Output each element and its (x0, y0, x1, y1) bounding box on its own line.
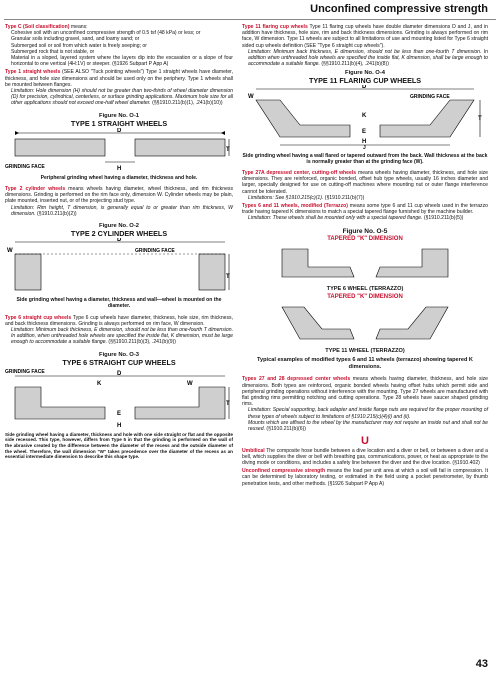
types-27-28-limitation-2: Mounts which are affixed to the wheel by the manufacturer may not require an inside nut and shall not be reused. (§1910.211(b)(6)) (248, 419, 488, 433)
figure-number: Figure No. O-3 (99, 351, 139, 358)
type-1-body: (SEE ALSO "Tuck pointing wheels") Type 1 straight wheels have diameter, thickness, and hole size dimensions and should be used only on the periphery. Type 1 wheels shall be mounted between flanges. (5, 69, 233, 88)
header-rule (4, 19, 496, 20)
type-6-terrazzo-diagram (242, 243, 488, 283)
term-type-2: Type 2 cylinder wheels (5, 186, 66, 193)
svg-text:J: J (363, 145, 366, 150)
type-11-terrazzo-diagram (242, 301, 488, 345)
section-letter: U (361, 435, 369, 448)
label-d: D (117, 127, 122, 134)
type-c-item: Granular soils including gravel, sand, and loamy sand; or (11, 36, 140, 43)
term-umbilical: Umbilical (242, 447, 265, 454)
term-ucs: Unconfined compressive strength (242, 468, 326, 475)
svg-text:H: H (117, 422, 122, 429)
svg-text:T: T (226, 146, 230, 153)
type-27a-limitation: Limitations: See §1910.215(c)(1). (§1910.211(b)(7)) (248, 194, 365, 201)
figure-number: Figure No. O-2 (99, 223, 139, 230)
entry-types-27-28: Types 27 and 28 depressed center wheels means wheels having diameter, thickness, and hole size dimensions. Both types are reinforced, organic bonded wheels having offset hubs which permit side and peripheral grinding operations without interference with the mounting. Type 27 wheels are manufactured with flat grinding rims permitting notching and cutting operations. Type 28 wheels have saucer shaped grinding rims. Limitation: Special supporting, back adapter and inside flange nuts are required for the proper mounting of these types of wheels subject to limitations of §1910.215(c)(4)(i) and (ii). Mounts which are affixed to the wheel by the manufacturer may not require an inside nut and shall not be reused. (§1910.211(b)(6)) (242, 376, 489, 433)
term-type-1: Type 1 straight wheels (5, 69, 61, 76)
svg-text:E: E (117, 410, 122, 417)
figure-subtitle-2: TYPE 11 WHEEL (TERRAZZO) (325, 348, 405, 355)
svg-text:H: H (362, 139, 367, 146)
figure-number: Figure No. O-4 (345, 70, 385, 77)
figure-caption: Side grinding wheel having a diameter, thickness and wall—wheel is mounted on the diameter. (16, 297, 222, 310)
wheel-section-left (15, 139, 105, 156)
term-terrazzo: Types 6 and 11 wheels, modified (Terrazzo) (242, 203, 348, 210)
right-column (242, 24, 488, 489)
svg-text:W: W (7, 248, 13, 255)
svg-text:T: T (226, 274, 230, 281)
entry-types-6-11-terrazzo: Types 6 and 11 wheels, modified (Terrazzo) means some type 6 and 11 cup wheels used in the terrazzo trade having tapered K dimensions to match a special tapered flange furnished by the machine builder. Limitation: These wheels shall be mounted only with a special tapered flange. (§1910.211(b)(5)) (242, 203, 488, 222)
entry-type-6: Type 6 straight cup wheels Type 6 cup wheels have diameter, thickness, hole size, rim thickness, and back thickness dimensions. Grinding is always performed on rim face, W dimension. Limitation: Minimum back thickness, E dimension, should not be less than one-fourth T dimension. In addition, when unthreaded hole wheels are specified the inside flat, K dimension, must be large enough to accommodate a suitable flange. (§§1910.211(b)(3), .241(b)(9)) (5, 314, 234, 346)
figure-caption: Side grinding wheel having a wall flared or tapered outward from the back. Wall thickness at the back is normally greater than at the grinding face (W). (242, 152, 488, 165)
terrazzo-limitation: Limitation: These wheels shall be mounted only with a special tapered flange. (§1910.211(b)(5)) (248, 215, 464, 222)
svg-text:D: D (117, 238, 122, 244)
svg-text:E: E (362, 129, 367, 136)
type-1-limitation: Limitation: Hole dimension (H) should not be greater than two-thirds of wheel diameter dimension (D) for precision, cylindrical, centerless, or surface grinding applications. Maximum hole size for all other applications should not exceed one-half wheel diameter. (§§1910.211(b)(1), .241(b)(10)) (11, 88, 233, 107)
svg-text:W: W (187, 380, 193, 387)
wheel-section-right (135, 139, 225, 156)
figure-title: TAPERED "K" DIMENSION (327, 235, 403, 242)
types-27-28-limitation: Limitation: Special supporting, back adapter and inside flange nuts are required for the proper mounting of these types of wheels subject to limitations of §1910.215(c)(4)(i) and (ii). (248, 407, 488, 420)
page-number: 43 (475, 658, 488, 670)
figure-title-2: TAPERED "K" DIMENSION (327, 294, 403, 301)
type-c-item: Submerged soil or soil from which water is freely seeping; or (11, 42, 147, 49)
type-2-wheel-diagram (5, 238, 233, 294)
term-types-27-28: Types 27 and 28 depressed center wheels (242, 376, 351, 383)
type-c-item: Submerged rock that is not stable, or (11, 48, 95, 55)
svg-text:K: K (362, 113, 367, 120)
svg-text:GRINDING FACE: GRINDING FACE (5, 163, 45, 170)
svg-text:D: D (362, 85, 367, 91)
type-1-wheel-diagram (5, 128, 233, 172)
figure-o-3 (5, 352, 233, 460)
left-column (5, 24, 233, 465)
entry-type-1 (5, 69, 233, 106)
type-11-wheel-diagram (242, 85, 488, 149)
svg-text:GRINDING FACE: GRINDING FACE (5, 368, 45, 375)
entry-umbilical: Umbilical The composite hose bundle between a dive location and a diver or bell, or between a diver and a bell, which supplies the diver or bell with breathing gas, communications, power, or heat as appropriate to the diving mode or conditions, and includes a safety line between the diver and the dive location. (§1910.402) (242, 447, 488, 466)
type-c-intro: means: (69, 24, 88, 30)
type-2-limitation: Limitation: Rim height, T dimension, is generally equal to or greater than rim thickness, W dimension. (§1910.211(b)(2)) (11, 204, 233, 217)
type-11-limitation: Limitation: Minimum back thickness, E dimension, should not be less than one-fourth T dimension. In addition when unthreaded hole wheels are specified the inside flat, K dimension, shall be large enough to accommodate a suitable flange. (§§1910.211(b)(4), .241(b)(8)) (248, 48, 488, 68)
svg-text:T: T (226, 400, 230, 407)
type-6-limitation: Limitation: Minimum back thickness, E dimension, should not be less than one-fourth T dimension. In addition, when unthreaded hole wheels are specified the inside flat, K dimension, must be large enough to accommodate a suitable flange. (§§1910.211(b)(3), .241(b)(9)) (11, 327, 233, 346)
figure-title: TYPE 6 STRAIGHT CUP WHEELS (62, 357, 176, 367)
figure-title: TYPE 1 STRAIGHT WHEELS (70, 118, 168, 128)
type-c-item: Cohesive soil with an unconfined compressive strength of 0.5 tsf (48 kPa) or less; or (11, 30, 201, 37)
svg-text:W: W (248, 94, 254, 101)
figure-o-5 (242, 228, 488, 372)
svg-text:GRINDING FACE: GRINDING FACE (135, 248, 175, 255)
svg-text:K: K (97, 380, 102, 387)
figure-subtitle: TYPE 6 WHEEL (TERRAZZO) (326, 285, 404, 292)
figure-o-1 (5, 113, 233, 181)
figure-caption: Side grinding wheel having a diameter, thickness and hole with one side straight or flat and the opposite side recessed. This type, however, differs from Type 5 in that the grinding is performed on the wall of the abrasive created by the difference between the diameter of the recess and the outside diameter of the wheel. Therefore, the wall dimension "W" takes precedence over the diameter of the recess as an essential intermediate dimension to describe this shape type. (5, 431, 233, 460)
figure-number: Figure No. O-5 (342, 227, 388, 235)
figure-o-4 (242, 70, 488, 165)
entry-type-c (5, 24, 233, 67)
entry-type-2: Type 2 cylinder wheels means wheels having diameter, wheel thickness, and rim thickness dimensions. Grinding is performed on the rim face only, dimension W. Cylinder wheels may be plain, plate mounted, inserted nut, or of the projecting stud type. Limitation: Rim height, T dimension, is generally equal to or greater than rim thickness, W dimension. (§1910.211(b)(2)) (5, 186, 233, 217)
entry-unconfined-compressive-strength: Unconfined compressive strength means the load per unit area at which a soil will fail in compression. It can be determined by laboratory testing, or estimated in the field using a pocket penetrometer, by thumb penetration tests, and other methods. (§1926 Subpart P App A) (242, 468, 488, 487)
figure-title: TYPE 11 FLARING CUP WHEELS (308, 76, 422, 86)
type-c-item: Material in a sloped, layered system where the layers dip into the excavation or a slope of four horizontal to one vertical (4H:1V) or steeper. (§1926 Subpart P App A) (11, 55, 233, 68)
svg-text:GRINDING FACE: GRINDING FACE (410, 94, 450, 101)
figure-number: Figure No. O-1 (99, 112, 139, 119)
figure-caption: Peripheral grinding wheel having a diameter, thickness and hole. (40, 174, 198, 181)
figure-caption: Typical examples of modified types 6 and 11 wheels (terrazzo) showing tapered K dimensions. (257, 357, 473, 371)
type-6-wheel-diagram (5, 367, 233, 429)
figure-o-2 (5, 223, 233, 310)
svg-text:D: D (117, 370, 122, 377)
entry-type-27a: Type 27A depressed center, cutting-off wheels means wheels having diameter, thickness, and hole size dimensions. They are reinforced, organic bonded, offset hub type wheels, usually 16 inches diameter and larger, specially designed for use on cutting-off machines where mounting nut or outer flange interference cannot be tolerated. Limitations: See §1910.215(c)(1). (§1910.211(b)(7)) (242, 170, 489, 201)
figure-title: TYPE 2 CYLINDER WHEELS (70, 229, 168, 239)
svg-text:T: T (478, 116, 482, 123)
term-type-11: Type 11 flaring cup wheels (242, 24, 308, 30)
term-type-c: Type C (Soil classification) (5, 24, 70, 30)
entry-type-11: Type 11 flaring cup wheels Type 11 flaring cup wheels have double diameter dimensions D and J, and in addition have thickness, hole size, rim and back thickness dimensions. Grinding is always performed on rim face, W dimension. Type 11 wheels are subject to all limitations of use and mounting listed for Type 6 straight sided cup wheels definition (SEE "Type 6 straight cup wheels"). Limitation: Minimum back thickness, E dimension, should not be less than one-fourth T dimension. In addition when unthreaded hole wheels are specified the inside flat, K dimension, shall be large enough to accommodate a suitable flange. (§§1910.211(b)(4), .241(b)(8)) (242, 24, 488, 68)
svg-text:H: H (117, 165, 122, 172)
term-type-6: Type 6 straight cup wheels (5, 314, 72, 321)
running-header: Unconfined compressive strength (310, 3, 488, 15)
term-type-27a: Type 27A depressed center, cutting-off wheels (242, 170, 357, 177)
